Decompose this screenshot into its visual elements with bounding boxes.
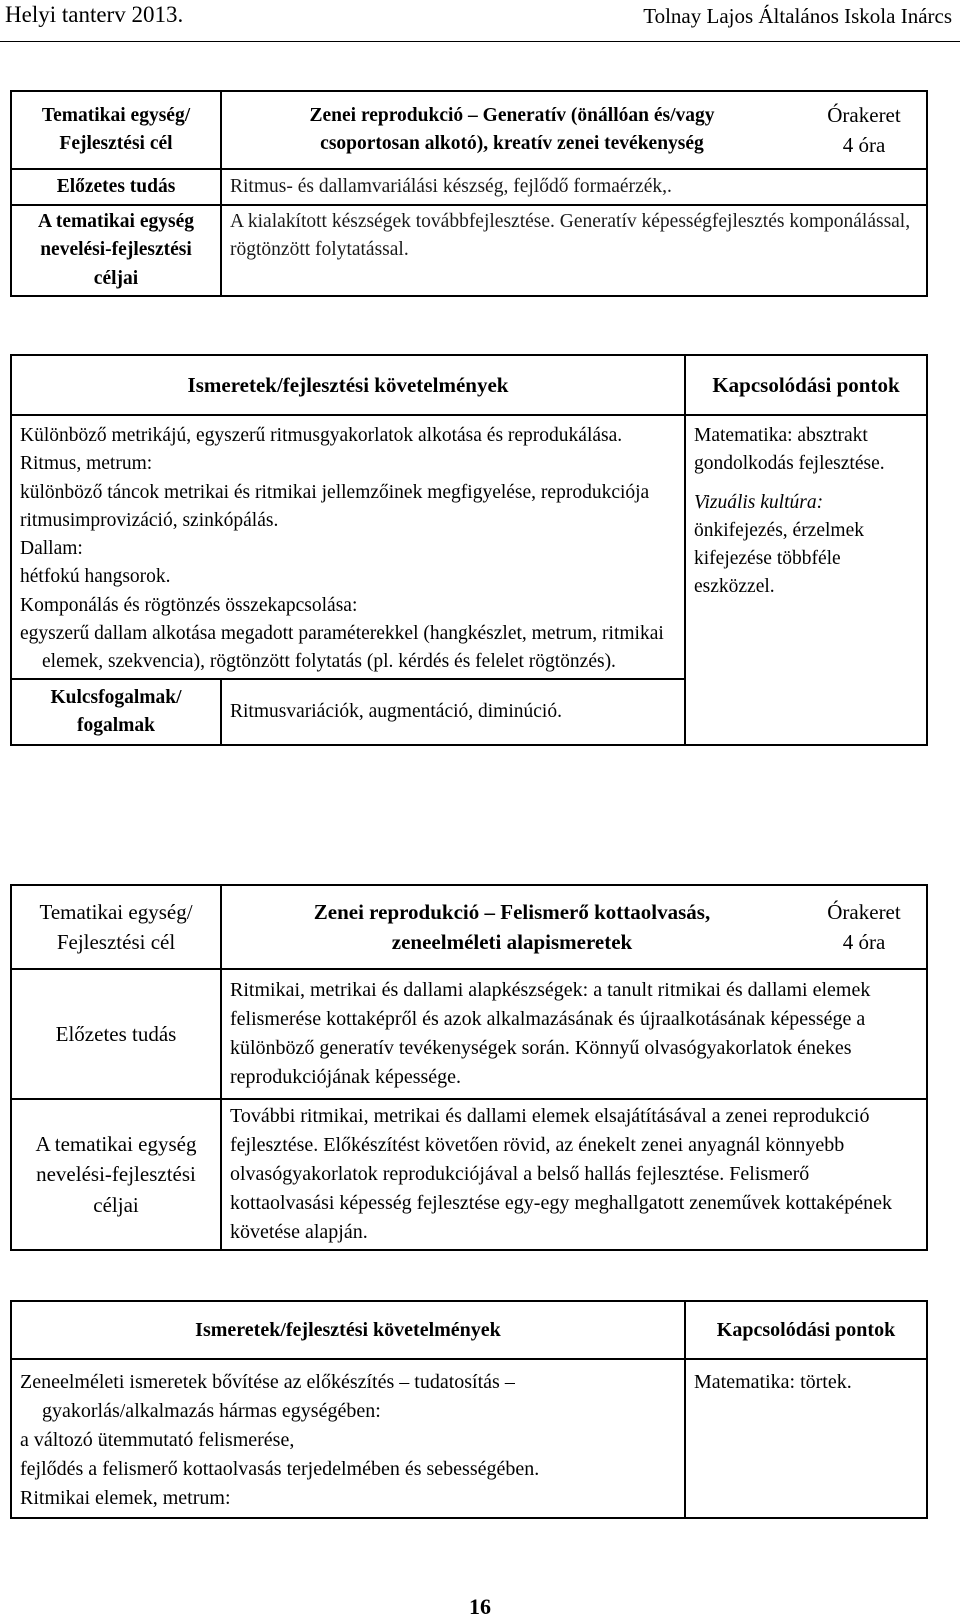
goals-label: A tematikai egység nevelési-fejlesztési céljai [11,205,221,296]
hours-value: 4 óra [842,930,886,954]
requirements-body [11,1359,685,1518]
req-line: Dallam: [20,538,83,560]
req-line: egyszerű dallam alkotása megadott paraméterekkel (hangkészlet, metrum, ritmikai elemek, szekvencia), rögtönzött folytatás (pl. kérdés és felelet rögtönzés). [20,622,664,673]
connection-visual-text: önkifejezés, érzelmek kifejezése többféle eszközzel. [694,519,864,598]
requirements-header: Ismeretek/fejlesztési követelmények [11,355,685,415]
key-concepts-label: Kulcsfogalmak/ fogalmak [11,679,221,745]
req-line: Különböző metrikájú, egyszerű ritmusgyakorlatok alkotása és reprodukálása. [20,425,623,446]
req-line: ritmusimprovizáció, szinkópálás. [20,509,279,531]
req-line: Ritmikai elemek, metrum: [20,1487,231,1509]
topic-title-line1: Zenei reprodukció – Felismerő kottaolvasás, [313,899,711,924]
page-number: 16 [469,1594,491,1619]
connection-math: Matematika: törtek. [694,1371,852,1393]
hours-label: Órakeret [827,899,901,924]
connection-math: Matematika: absztrakt gondolkodás fejlesztése. [694,425,885,475]
requirements-table-1 [10,354,928,746]
prior-knowledge-label: Előzetes tudás [11,169,221,205]
req-line: Ritmus, metrum: [20,453,153,475]
hours-cell [802,885,927,969]
curriculum-title: Helyi tanterv 2013. [5,2,184,27]
req-line: Komponálás és rögtönzés összekapcsolása: [20,594,358,616]
page-header [0,0,960,40]
topic-table-1 [10,90,928,297]
topic-title-line1: Zenei reprodukció – Generatív (önállóan és/vagy [309,104,715,126]
prior-knowledge-text: Ritmikai, metrikai és dallami alapkészségek: a tanult ritmikai és dallami elemek felismerése kottaképről és azok alkalmazásának és újraalkotásának képessége a különböző generatív tevékenységek során. Könnyű olvasógyakorlatok énekes reprodukciójának képessége. [221,969,927,1099]
connections-header: Kapcsolódási pontok [685,355,927,415]
req-line: különböző táncok metrikai és ritmikai jellemzőinek megfigyelése, reprodukciója [20,481,650,503]
topic-title [221,885,802,969]
req-line: hétfokú hangsorok. [20,566,171,588]
req-line: Zeneelméleti ismeretek bővítése az előkészítés – tudatosítás – gyakorlás/alkalmazás hármas egységében: [20,1371,515,1422]
goals-text: A kialakított készségek továbbfejlesztése. Generatív képességfejlesztés komponálással, rögtönzött folytatással. [221,205,927,296]
goals-text: További ritmikai, metrikai és dallami elemek elsajátításával a zenei reprodukció fejlesztése. Előkészítést követően rövid, az énekelt zenei anyagnál könnyebb olvasógyakorlatok reprodukciójával a belső hallás fejlesztése. Felismerő kottaolvasási képesség fejlesztése egy-egy meghallgatott zeneművek kottaképének követése alapján. [221,1099,927,1250]
header-divider [0,41,960,42]
connections-body [685,1359,927,1518]
goals-label: A tematikai egység nevelési-fejlesztési céljai [11,1099,221,1250]
topic-table-2 [10,884,928,1251]
key-concepts-text: Ritmusvariációk, augmentáció, diminúció. [221,679,685,745]
hours-value: 4 óra [842,133,886,157]
connections-header: Kapcsolódási pontok [685,1301,927,1359]
req-line: a változó ütemmutató felismerése, [20,1429,295,1451]
req-line: fejlődés a felismerő kottaolvasás terjedelmében és sebességében. [20,1458,540,1480]
requirements-header: Ismeretek/fejlesztési követelmények [11,1301,685,1359]
requirements-table-2 [10,1300,928,1519]
topic-title-line2: zeneelméleti alapismeretek [391,930,633,954]
prior-knowledge-label: Előzetes tudás [11,969,221,1099]
topic-title [221,91,802,169]
hours-cell [802,91,927,169]
school-name: Tolnay Lajos Általános Iskola Inárcs [643,4,952,28]
connections-body [685,415,927,745]
topic-label: Tematikai egység/ Fejlesztési cél [11,91,221,169]
hours-label: Órakeret [827,102,901,127]
connection-visual-label: Vizuális kultúra: [694,491,824,513]
prior-knowledge-text: Ritmus- és dallamvariálási készség, fejlődő formaérzék,. [221,169,927,205]
topic-label: Tematikai egység/ Fejlesztési cél [11,885,221,969]
requirements-body [11,415,685,679]
topic-title-line2: csoportosan alkotó), kreatív zenei tevékenység [320,133,704,154]
